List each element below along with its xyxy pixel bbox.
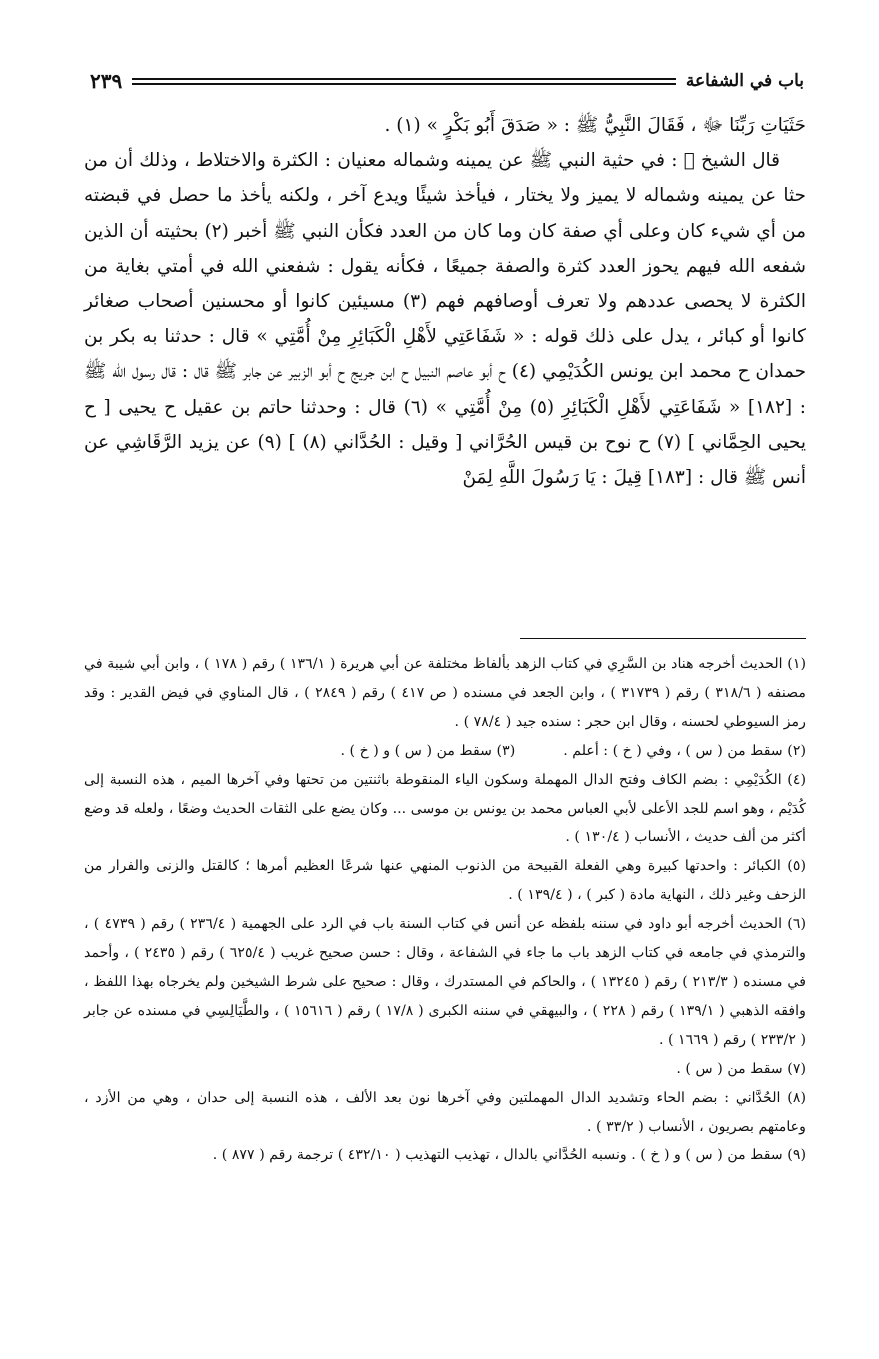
footnote-separator	[520, 638, 806, 639]
footnote-7: (٧) سقط من ( س ) .	[676, 1060, 806, 1077]
page-number: ٢٣٩	[90, 69, 123, 93]
main-text	[84, 108, 806, 495]
footnote-9: (٩) سقط من ( س ) و ( خ ) . ونسبه الحُدَّاني بالدال ، تهذيب التهذيب ( ٤٣٢/١٠ ) ترجمة رقم ( ٨٧٧ ) .	[212, 1147, 806, 1164]
footnote-6: (٦) الحديث أخرجه أبو داود في سننه بلفظه عن أنس في كتاب السنة باب في الرد على الجهمية ( ٢٣٦/٤ ) رقم ( ٤٧٣٩ ) ، والترمذي في جامعه في كتاب الزهد باب ما جاء في الشفاعة ، وقال : حسن صحيح غريب ( ٦٢٥/٤ ) رقم ( ٢٤٣٥ ) ، وأحمد في مسنده ( ٢١٣/٣ ) رقم ( ١٣٢٤٥ ) ، والحاكم في المستدرك ، وقال : صحيح على شرط الشيخين ولم يخرجاه بهذا اللفظ ، وافقه الذهبي ( ١٣٩/١ ) رقم ( ٢٢٨ ) ، والبيهقي في سننه الكبرى ( ١٧/٨ ) رقم ( ١٥٦١٦ ) ، والطَّيَالِسِي في مسنده عن جابر ( ٢٣٣/٢ ) رقم ( ١٦٦٩ ) .	[84, 916, 807, 1048]
footnote-row-2-3	[84, 737, 806, 766]
footnote-8: (٨) الحُدَّاني : بضم الحاء وتشديد الدال المهملتين وفي آخرها نون بعد الألف ، هذه النسبة إلى حدان ، وهي من الأزد ، وعامتهم بصريون ، الأنساب ( ٣٣/٢ ) .	[84, 1089, 806, 1135]
footnote-1: (١) الحديث أخرجه هناد بن السَّرِي في كتاب الزهد بألفاظ مختلفة عن أبي هريرة ( ١٣٦/١ ) رقم ( ١٧٨ ) ، وابن أبي شيبة في مصنفه ( ٣١٨/٦ ) رقم ( ٣١٧٣٩ ) ، وابن الجعد في مسنده ( ص ٤١٧ ) رقم ( ٢٨٤٩ ) ، قال المناوي في فيض القدير : وقد رمز السيوطي لحسنه ، وقال ابن حجر : سنده جيد ( ٧٨/٤ ) .	[84, 656, 807, 730]
footnote-5: (٥) الكبائر : واحدتها كبيرة وهي الفعلة القبيحة من الذنوب المنهي عنها شرعًا العظيم أمرها ؛ كالقتل والزنى والفرار من الزحف وغير ذلك ، النهاية مادة ( كبر ) ، ( ١٣٩/٤ ) .	[84, 858, 806, 904]
paragraph-continuation: حَثَيَاتِ رَبِّنَا ﷻ ، فَقَالَ النَّبِيُّ ﷺ : « صَدَقَ أَبُو بَكْرٍ » (١) .	[384, 115, 806, 136]
footnote-3: (٣) سقط من ( س ) و ( خ ) .	[340, 742, 516, 759]
page-header	[90, 64, 804, 98]
running-title: باب في الشفاعة	[685, 71, 804, 91]
footnote-2: (٢) سقط من ( س ) ، وفي ( خ ) : أعلم .	[563, 742, 806, 759]
paragraph-commentary: قال الشيخ ﷫ : في حثية النبي ﷺ عن يمينه وشماله معنيان : الكثرة والاختلاط ، وذلك أن من حثا عن يمينه وشماله لا يميز ولا يختار ، فيأخذ شيئًا ويدع آخر ، ولكنه يأخذ ما حصل في قبضته من أي شيء كان وعلى أي صفة كان وما كان من العدد فكأن النبي ﷺ أخبر (٢) بحثيته أن الذين شفعه الله فيهم يحوز العدد كثرة والصفة جميعًا ، فكأنه يقول : شفعني الله في أمتي بغاية من الكثرة لا يحصى عددهم ولا تعرف أوصافهم فهم (٣) مسيئين كانوا أو محسنين أصحاب صغائر كانوا أو كبائر ، يدل على ذلك قوله : « شَفَاعَتِي لأَهْلِ الْكَبَائِرِ مِنْ أُمَّتِي » قال : حدثنا به بكر بن حمدان ح محمد ابن يونس الكُدَيْمِي (٤) ح أبو عاصم النبيل ح ابن جريج ح أبو الزبير عن جابر ﷺ قال : قال رسول الله ﷺ : [١٨٢] « شَفَاعَتِي لأَهْلِ الْكَبَائِرِ (٥) مِنْ أُمَّتِي » (٦) قال : وحدثنا حاتم بن عقيل ح يحيى [ ح يحيى الحِمَّاني ] (٧) ح نوح بن قيس الحُرَّاني [ وقيل : الحُدَّاني (٨) ] (٩) عن يزيد الرَّقَاشِي عن أنس ﷺ قال : [١٨٣] قِيلَ : يَا رَسُولَ اللَّهِ لِمَنْ	[84, 150, 806, 489]
footnotes	[84, 650, 806, 1170]
footnote-4: (٤) الكُدَيْمِي : بضم الكاف وفتح الدال المهملة وسكون الياء المنقوطة باثنتين من تحتها وفي آخرها الميم ، هذه النسبة إلى كُدَيْم ، وهو اسم للجد الأعلى لأبي العباس محمد بن يونس بن موسى ... وكان يضع على الثقات الحديث وضعًا ، ولعله قد وضع أكثر من ألف حديث ، الأنساب ( ١٣٠/٤ ) .	[84, 771, 806, 846]
header-double-rule	[132, 78, 676, 85]
